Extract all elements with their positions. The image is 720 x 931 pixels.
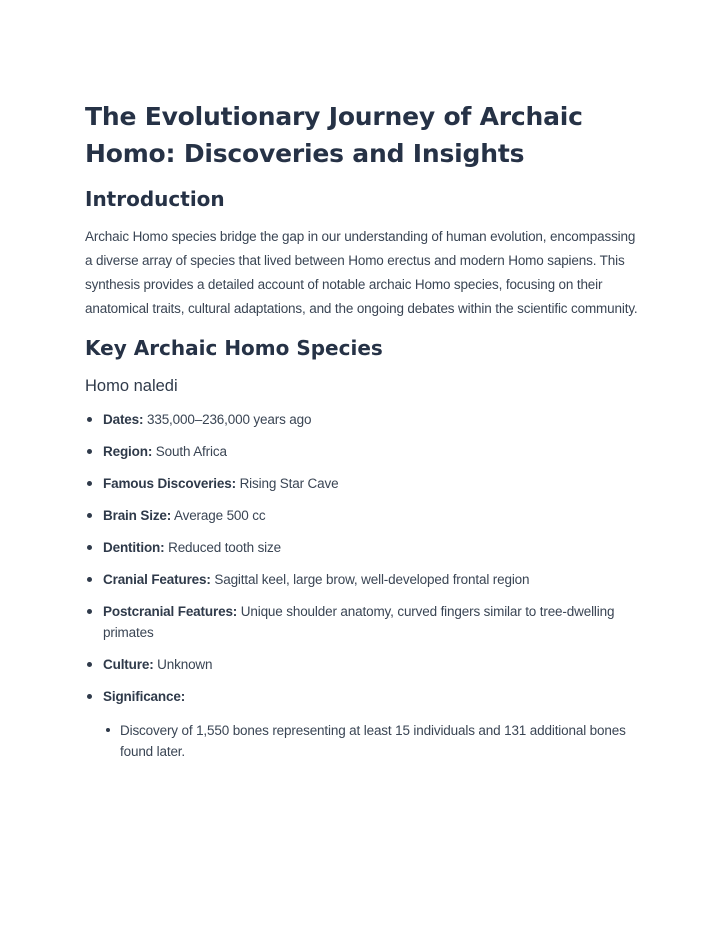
- fact-significance: [85, 686, 640, 762]
- introduction-paragraph: Archaic Homo species bridge the gap in our understanding of human evolution, encompassing a diverse array of species that lived between Homo erectus and modern Homo sapiens. This synthesis provides a detailed account of notable archaic Homo species, focusing on their anatomical traits, cultural adaptations, and the ongoing debates within the scientific community.: [85, 229, 638, 316]
- fact-dates: [85, 409, 640, 430]
- fact-label: Brain Size:: [103, 508, 172, 523]
- introduction-heading: Introduction: [85, 187, 225, 211]
- fact-value: 335,000–236,000 years ago: [143, 412, 312, 427]
- bullet-dot: [87, 513, 92, 518]
- species-name: Homo naledi: [85, 377, 178, 395]
- fact-value: Rising Star Cave: [235, 476, 339, 491]
- fact-label: Postcranial Features:: [103, 604, 238, 619]
- bullet-dot: [87, 545, 92, 550]
- bullet-dot: [87, 449, 92, 454]
- bullet-dot: [87, 609, 92, 614]
- fact-value: Unknown: [153, 657, 213, 672]
- significance-text: Discovery of 1,550 bones representing at least 15 individuals and 131 additional bones found later.: [120, 723, 626, 759]
- fact-postcranial-features: [85, 601, 640, 643]
- bullet-dot: [87, 481, 92, 486]
- fact-label: Region:: [103, 444, 153, 459]
- fact-region: [85, 441, 640, 462]
- bullet-dot: [87, 577, 92, 582]
- fact-label: Dentition:: [103, 540, 165, 555]
- fact-label: Dates:: [103, 412, 144, 427]
- fact-famous-discoveries: [85, 473, 640, 494]
- fact-value: Sagittal keel, large brow, well-developed frontal region: [210, 572, 530, 587]
- fact-value: Reduced tooth size: [164, 540, 281, 555]
- bullet-dot: [87, 417, 92, 422]
- document-title: The Evolutionary Journey of Archaic Homo: Discoveries and Insights: [85, 102, 583, 168]
- significance-point: [103, 720, 640, 762]
- significance-sublist: [103, 720, 640, 762]
- fact-label: Significance:: [103, 689, 186, 704]
- species-facts-list: [85, 409, 640, 762]
- fact-label: Cranial Features:: [103, 572, 211, 587]
- fact-label: Culture:: [103, 657, 154, 672]
- bullet-dot: [87, 694, 92, 699]
- sub-bullet-dot: [106, 728, 110, 732]
- key-species-heading: Key Archaic Homo Species: [85, 336, 383, 360]
- fact-value: South Africa: [152, 444, 227, 459]
- fact-value: Average 500 cc: [171, 508, 266, 523]
- bullet-dot: [87, 662, 92, 667]
- fact-brain-size: [85, 505, 640, 526]
- fact-label: Famous Discoveries:: [103, 476, 236, 491]
- fact-value: Unique shoulder anatomy, curved fingers similar to tree-dwelling primates: [103, 604, 615, 640]
- fact-culture: [85, 654, 640, 675]
- fact-dentition: [85, 537, 640, 558]
- document-page: [85, 98, 640, 773]
- fact-cranial-features: [85, 569, 640, 590]
